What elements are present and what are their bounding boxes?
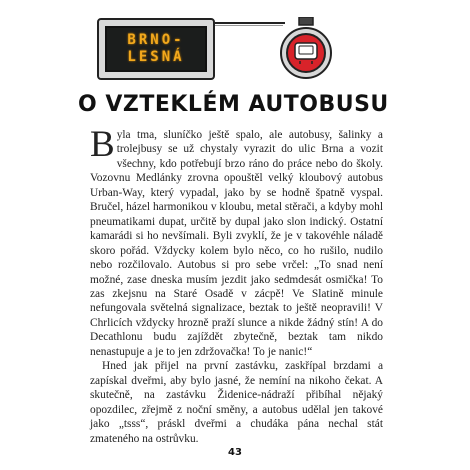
sign-display — [105, 26, 207, 72]
sign-line-1: BRNO- — [127, 32, 185, 48]
sign-wire-shadow — [215, 25, 283, 26]
drop-cap: B — [90, 124, 115, 165]
chapter-title: O VZTEKLÉM AUTOBUSU — [78, 92, 389, 117]
paragraph-1 — [90, 124, 383, 359]
body-text — [90, 124, 383, 446]
paragraph-1-text: yla tma, sluníčko ještě spalo, ale autobusy, šalinky a trolejbusy se už chystaly vyrazit do ulic Brna a vozit všechny, kdo potřebují brzo ráno do práce nebo do školy. Vozovnu Medlánky zrovna opouštěl velký kloubový autobus Urban-Way, který vypadal, jako by se hodně špatně vyspal. Bručel, házel harmonikou v kloubu, metal stěrači, a kdyby mohl pneumatikami dupat, určitě by dupal jako slon indický. Ostatní kamarádi si ho nevšímali. Byli zvyklí, že je v takovéhle náladě skoro pořád. Vždycky kolem bylo něco, co ho rušilo, nudilo nebo rozčilovalo. Autobus si pro sebe vrčel: „To snad není možné, zase dneska musím jezdit jako sedmdesát osmička! To zas zkejsnu na Staré Osadě v zácpě! Ve Slatině minule nefungovala světelná signalizace, beztak to ještě neopravili! V Chrlicích vždycky hrozně praží slunce a nikde žádný stín! A do Decathlonu budu zajíždět zbytečně, beztak tam nikdo nenastupuje a je to jen zdržovačka! To je nanic!“ — [90, 129, 383, 358]
sign-line-2: LESNÁ — [127, 49, 185, 65]
bus-stop-button-icon — [279, 17, 333, 81]
paragraph-2: Hned jak přijel na první zastávku, zaskřípal brzdami a zapískal dveřmi, aby bylo jasné, že nemíní na nikoho čekat. A skutečně, na zastávku Židenice-nádraží přibíhal nějaký opozdilec, zřejmě z noční směny, a autobus udělal jen takové jako „tsss“, práskl dveřmi a chudáka pána nechal stát zmateného na ostrůvku. — [90, 360, 383, 445]
sign-wire — [215, 22, 285, 24]
bus-destination-sign — [97, 18, 215, 80]
page-number: 43 — [228, 447, 242, 458]
